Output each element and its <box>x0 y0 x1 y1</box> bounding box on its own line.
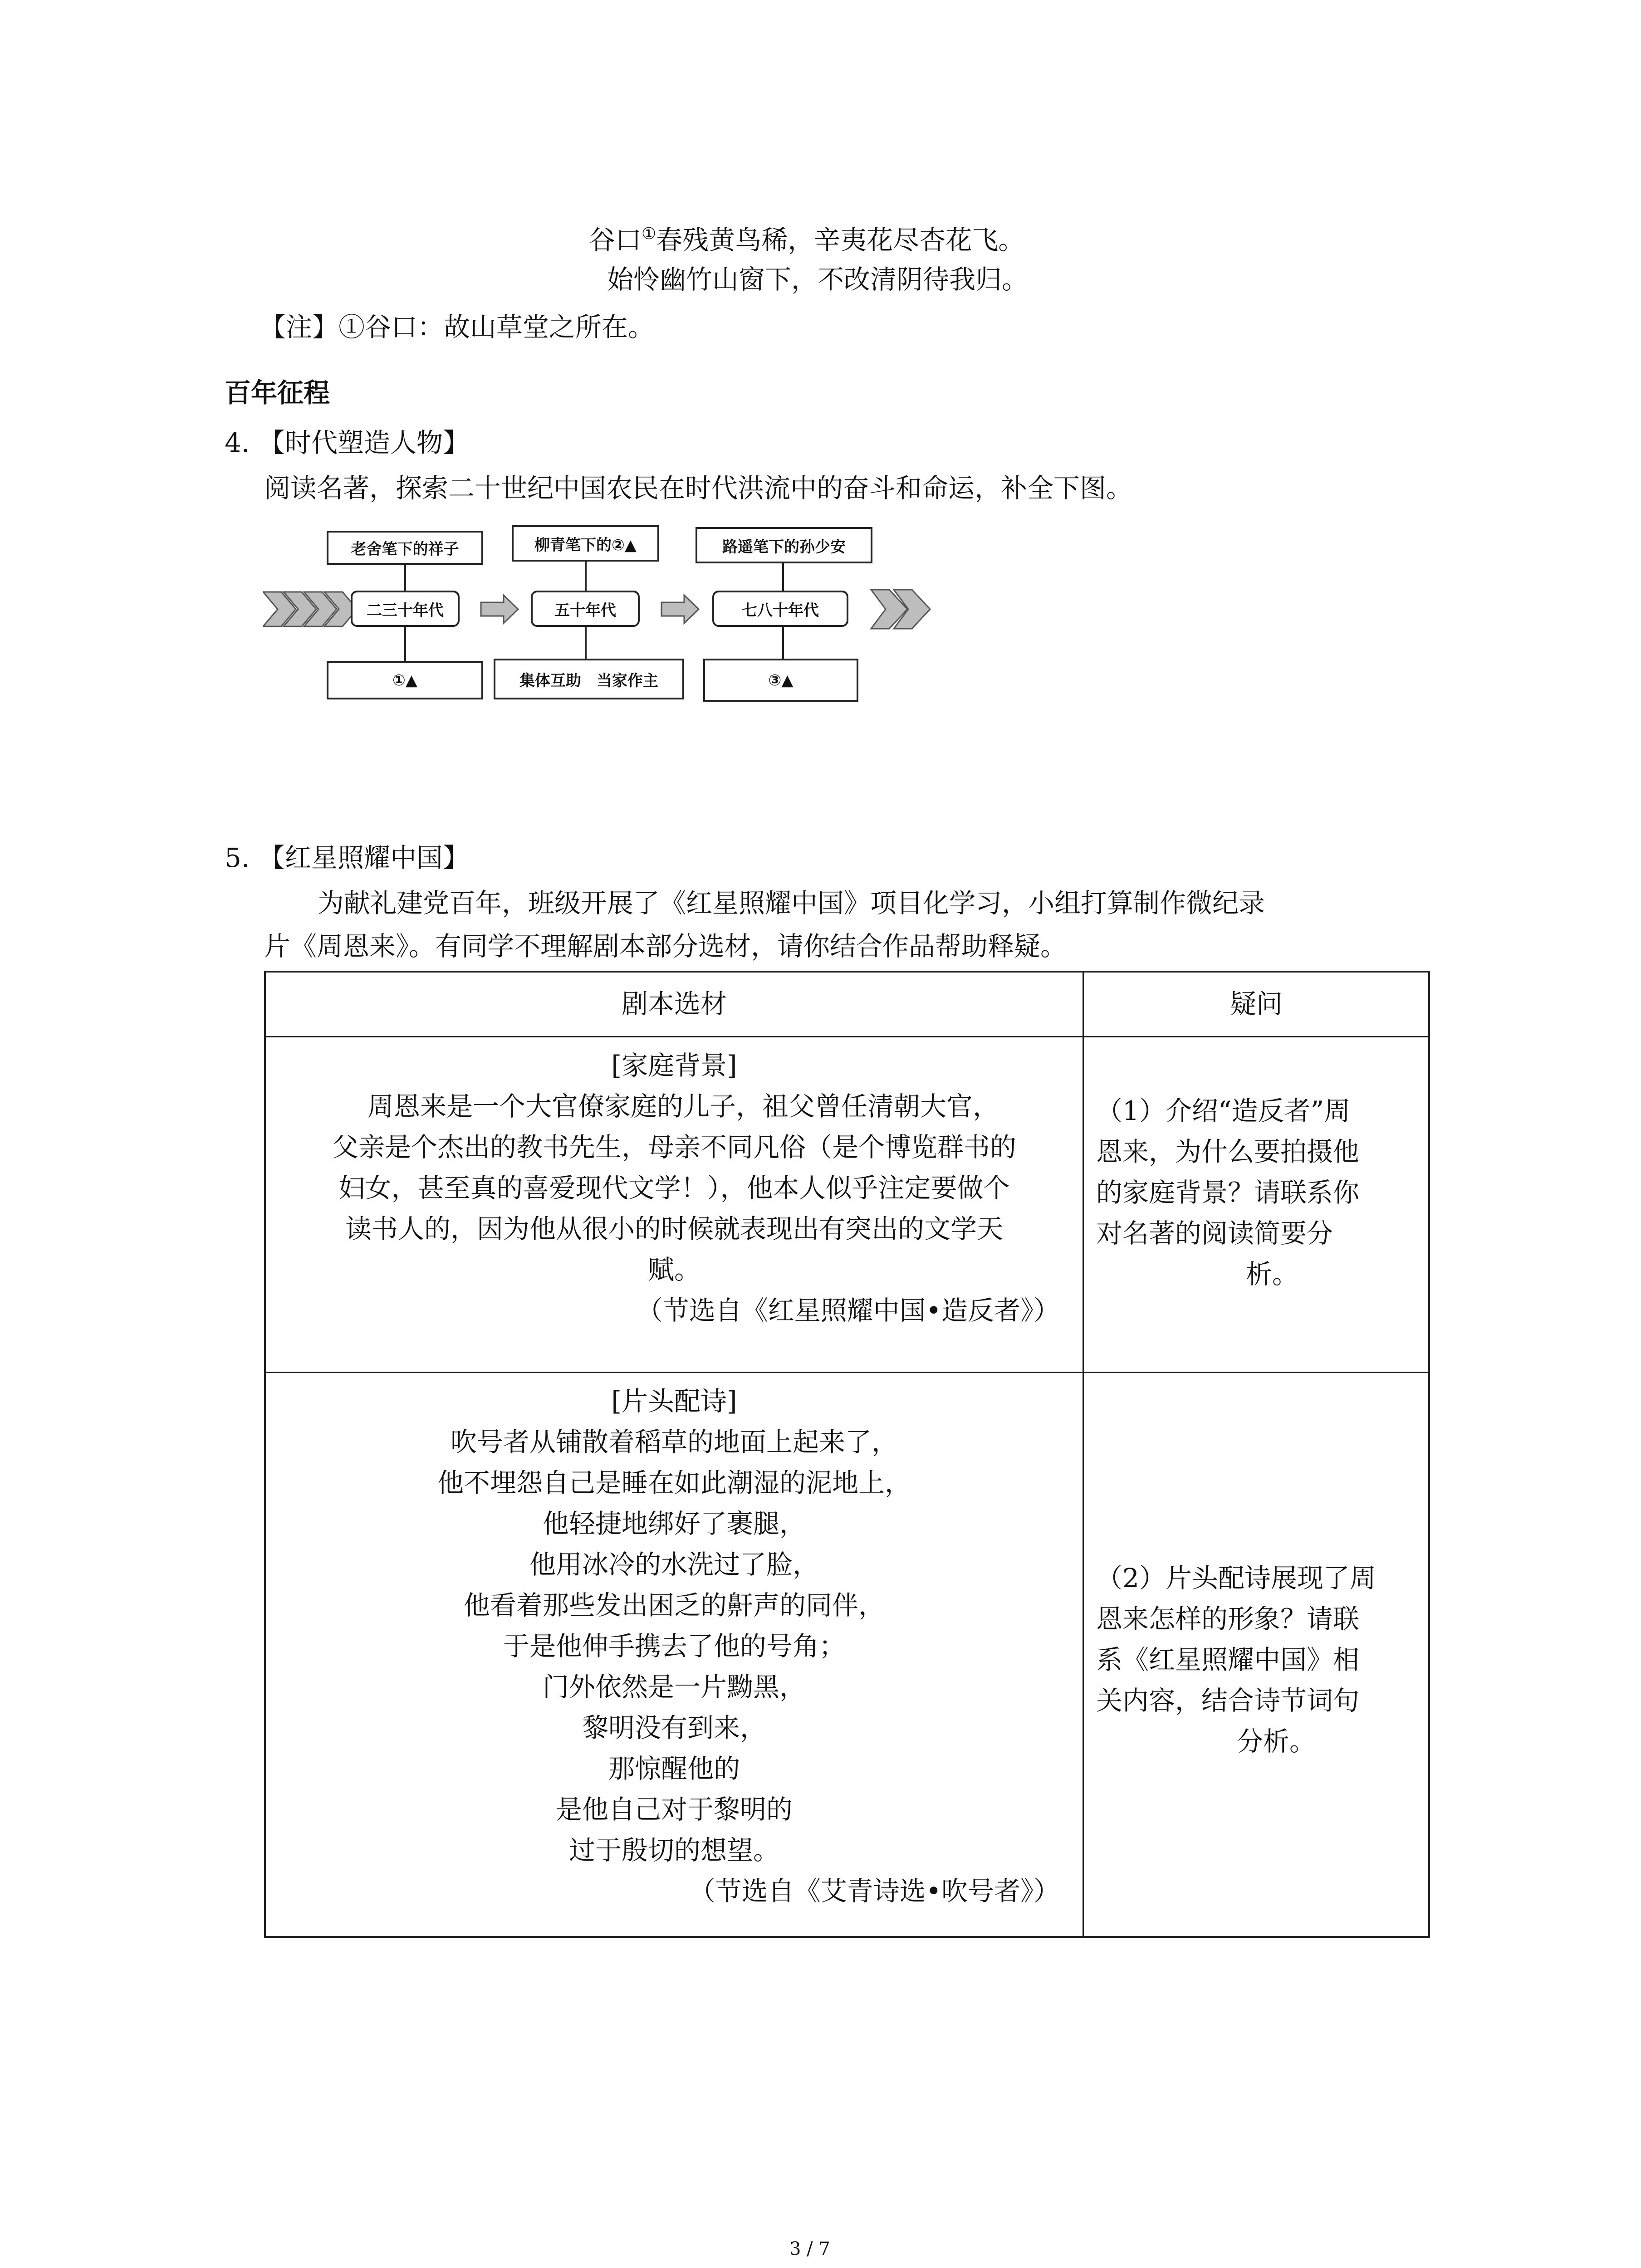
bottom-box-1: ①▲ <box>327 661 483 699</box>
poem-line1-pre: 谷口 <box>589 225 642 255</box>
era-box-3: 七八十年代 <box>712 591 848 627</box>
q5-intro-line-2: 片《周恩来》。有同学不理解剧本部分选材，请你结合作品帮助释疑。 <box>264 931 1067 962</box>
connector-3b <box>782 627 784 660</box>
row2-line-9: 那惊醒他的 <box>608 1753 740 1784</box>
row1-line-1: 周恩来是一个大官僚家庭的儿子，祖父曾任清朝大官， <box>367 1091 999 1122</box>
connector-1a <box>404 565 406 592</box>
row2-material <box>275 1381 1073 1911</box>
row2-line-7: 门外依然是一片黝黑， <box>542 1672 806 1702</box>
row1-q-line-5: 析。 <box>1246 1259 1299 1290</box>
row2-q-line-4: 关内容，结合诗节词句 <box>1096 1685 1360 1716</box>
row2-q-line-5: 分析。 <box>1237 1726 1316 1757</box>
row1-tag: [家庭背景] <box>611 1050 737 1081</box>
top-box-1: 老舍笔下的祥子 <box>327 531 483 565</box>
q5-intro-line-1: 为献礼建党百年，班级开展了《红星照耀中国》项目化学习，小组打算制作微纪录 <box>318 888 1265 919</box>
poem-note: 【注】①谷口：故山草堂之所在。 <box>260 312 655 342</box>
row2-tag: [片头配诗] <box>611 1386 737 1417</box>
q4-title: 【时代塑造人物】 <box>259 427 470 458</box>
top-box-3: 路遥笔下的孙少安 <box>696 527 872 563</box>
row2-line-8: 黎明没有到来， <box>582 1712 766 1743</box>
section-title: 百年征程 <box>225 377 330 408</box>
row2-q-line-2: 恩来怎样的形象？请联 <box>1096 1603 1360 1634</box>
poem-line-1 <box>589 218 1024 256</box>
era-diagram <box>263 522 935 712</box>
column-divider <box>1083 973 1084 1936</box>
bottom-box-3: ③▲ <box>703 659 858 702</box>
row2-question <box>1096 1558 1423 1762</box>
row1-q-line-3: 的家庭背景？请联系你 <box>1096 1177 1360 1208</box>
q4-prompt: 阅读名著，探索二十世纪中国农民在时代洪流中的奋斗和命运，补全下图。 <box>264 473 1133 503</box>
row1-line-2: 父亲是个杰出的教书先生，母亲不同凡俗（是个博览群书的 <box>332 1132 1016 1163</box>
script-table <box>264 971 1430 1938</box>
row1-line-5: 赋。 <box>647 1254 700 1285</box>
footnote-marker: ① <box>642 225 656 243</box>
row1-line-3: 妇女，甚至真的喜爱现代文学！），他本人似乎注定要做个 <box>338 1173 1010 1203</box>
poem-line-2: 始怜幽竹山窗下，不改清阴待我归。 <box>607 264 1029 295</box>
connector-2b <box>585 627 587 660</box>
q5-title: 【红星照耀中国】 <box>259 842 470 873</box>
row2-line-3: 他轻捷地绑好了裹腿， <box>542 1508 806 1539</box>
era-box-1: 二三十年代 <box>351 591 460 627</box>
poem-line1-post: 春残黄鸟稀，辛夷花尽杏花飞。 <box>656 225 1025 255</box>
row-divider-1 <box>266 1036 1428 1037</box>
arrow-1 <box>481 595 518 623</box>
row2-line-5: 他看着那些发出困乏的鼾声的同伴， <box>463 1590 885 1621</box>
row2-line-4: 他用冰冷的水洗过了脸， <box>529 1549 819 1580</box>
q5-number: 5. <box>225 842 250 873</box>
header-question: 疑问 <box>1230 988 1283 1019</box>
connector-2a <box>585 562 587 592</box>
connector-1b <box>404 627 406 662</box>
row1-q-line-2: 恩来，为什么要拍摄他 <box>1096 1136 1360 1167</box>
row1-source: （节选自《红星照耀中国•造反者》） <box>636 1295 1060 1326</box>
era-box-2: 五十年代 <box>531 591 640 627</box>
row2-line-11: 过于殷切的想望。 <box>568 1835 779 1866</box>
row2-source: （节选自《艾青诗选•吹号者》） <box>689 1876 1060 1906</box>
row2-line-1: 吹号者从铺散着稻草的地面上起来了， <box>450 1427 898 1457</box>
row1-q-line-4: 对名著的阅读简要分 <box>1096 1218 1333 1249</box>
row-divider-2 <box>266 1372 1428 1373</box>
row1-q-line-1: （1）介绍“造反者”周 <box>1096 1095 1351 1126</box>
row1-line-4: 读书人的，因为他从很小的时候就表现出有突出的文学天 <box>345 1213 1003 1244</box>
header-material: 剧本选材 <box>621 988 727 1019</box>
page-number: 3 / 7 <box>789 2239 830 2259</box>
connector-3a <box>782 563 784 592</box>
bottom-box-2: 集体互助 当家作主 <box>494 659 684 699</box>
q4-number: 4. <box>225 427 250 458</box>
row2-line-10: 是他自己对于黎明的 <box>555 1794 793 1825</box>
row2-q-line-1: （2）片头配诗展现了周 <box>1096 1563 1376 1593</box>
row1-question <box>1096 1090 1423 1295</box>
arrow-2 <box>661 595 699 623</box>
row2-q-line-3: 系《红星照耀中国》相 <box>1096 1644 1360 1675</box>
top-box-2: 柳青笔下的②▲ <box>512 525 659 562</box>
row2-line-2: 他不埋怨自己是睡在如此潮湿的泥地上， <box>437 1467 911 1498</box>
row1-material <box>275 1045 1073 1331</box>
row2-line-6: 于是他伸手携去了他的号角； <box>503 1631 845 1662</box>
